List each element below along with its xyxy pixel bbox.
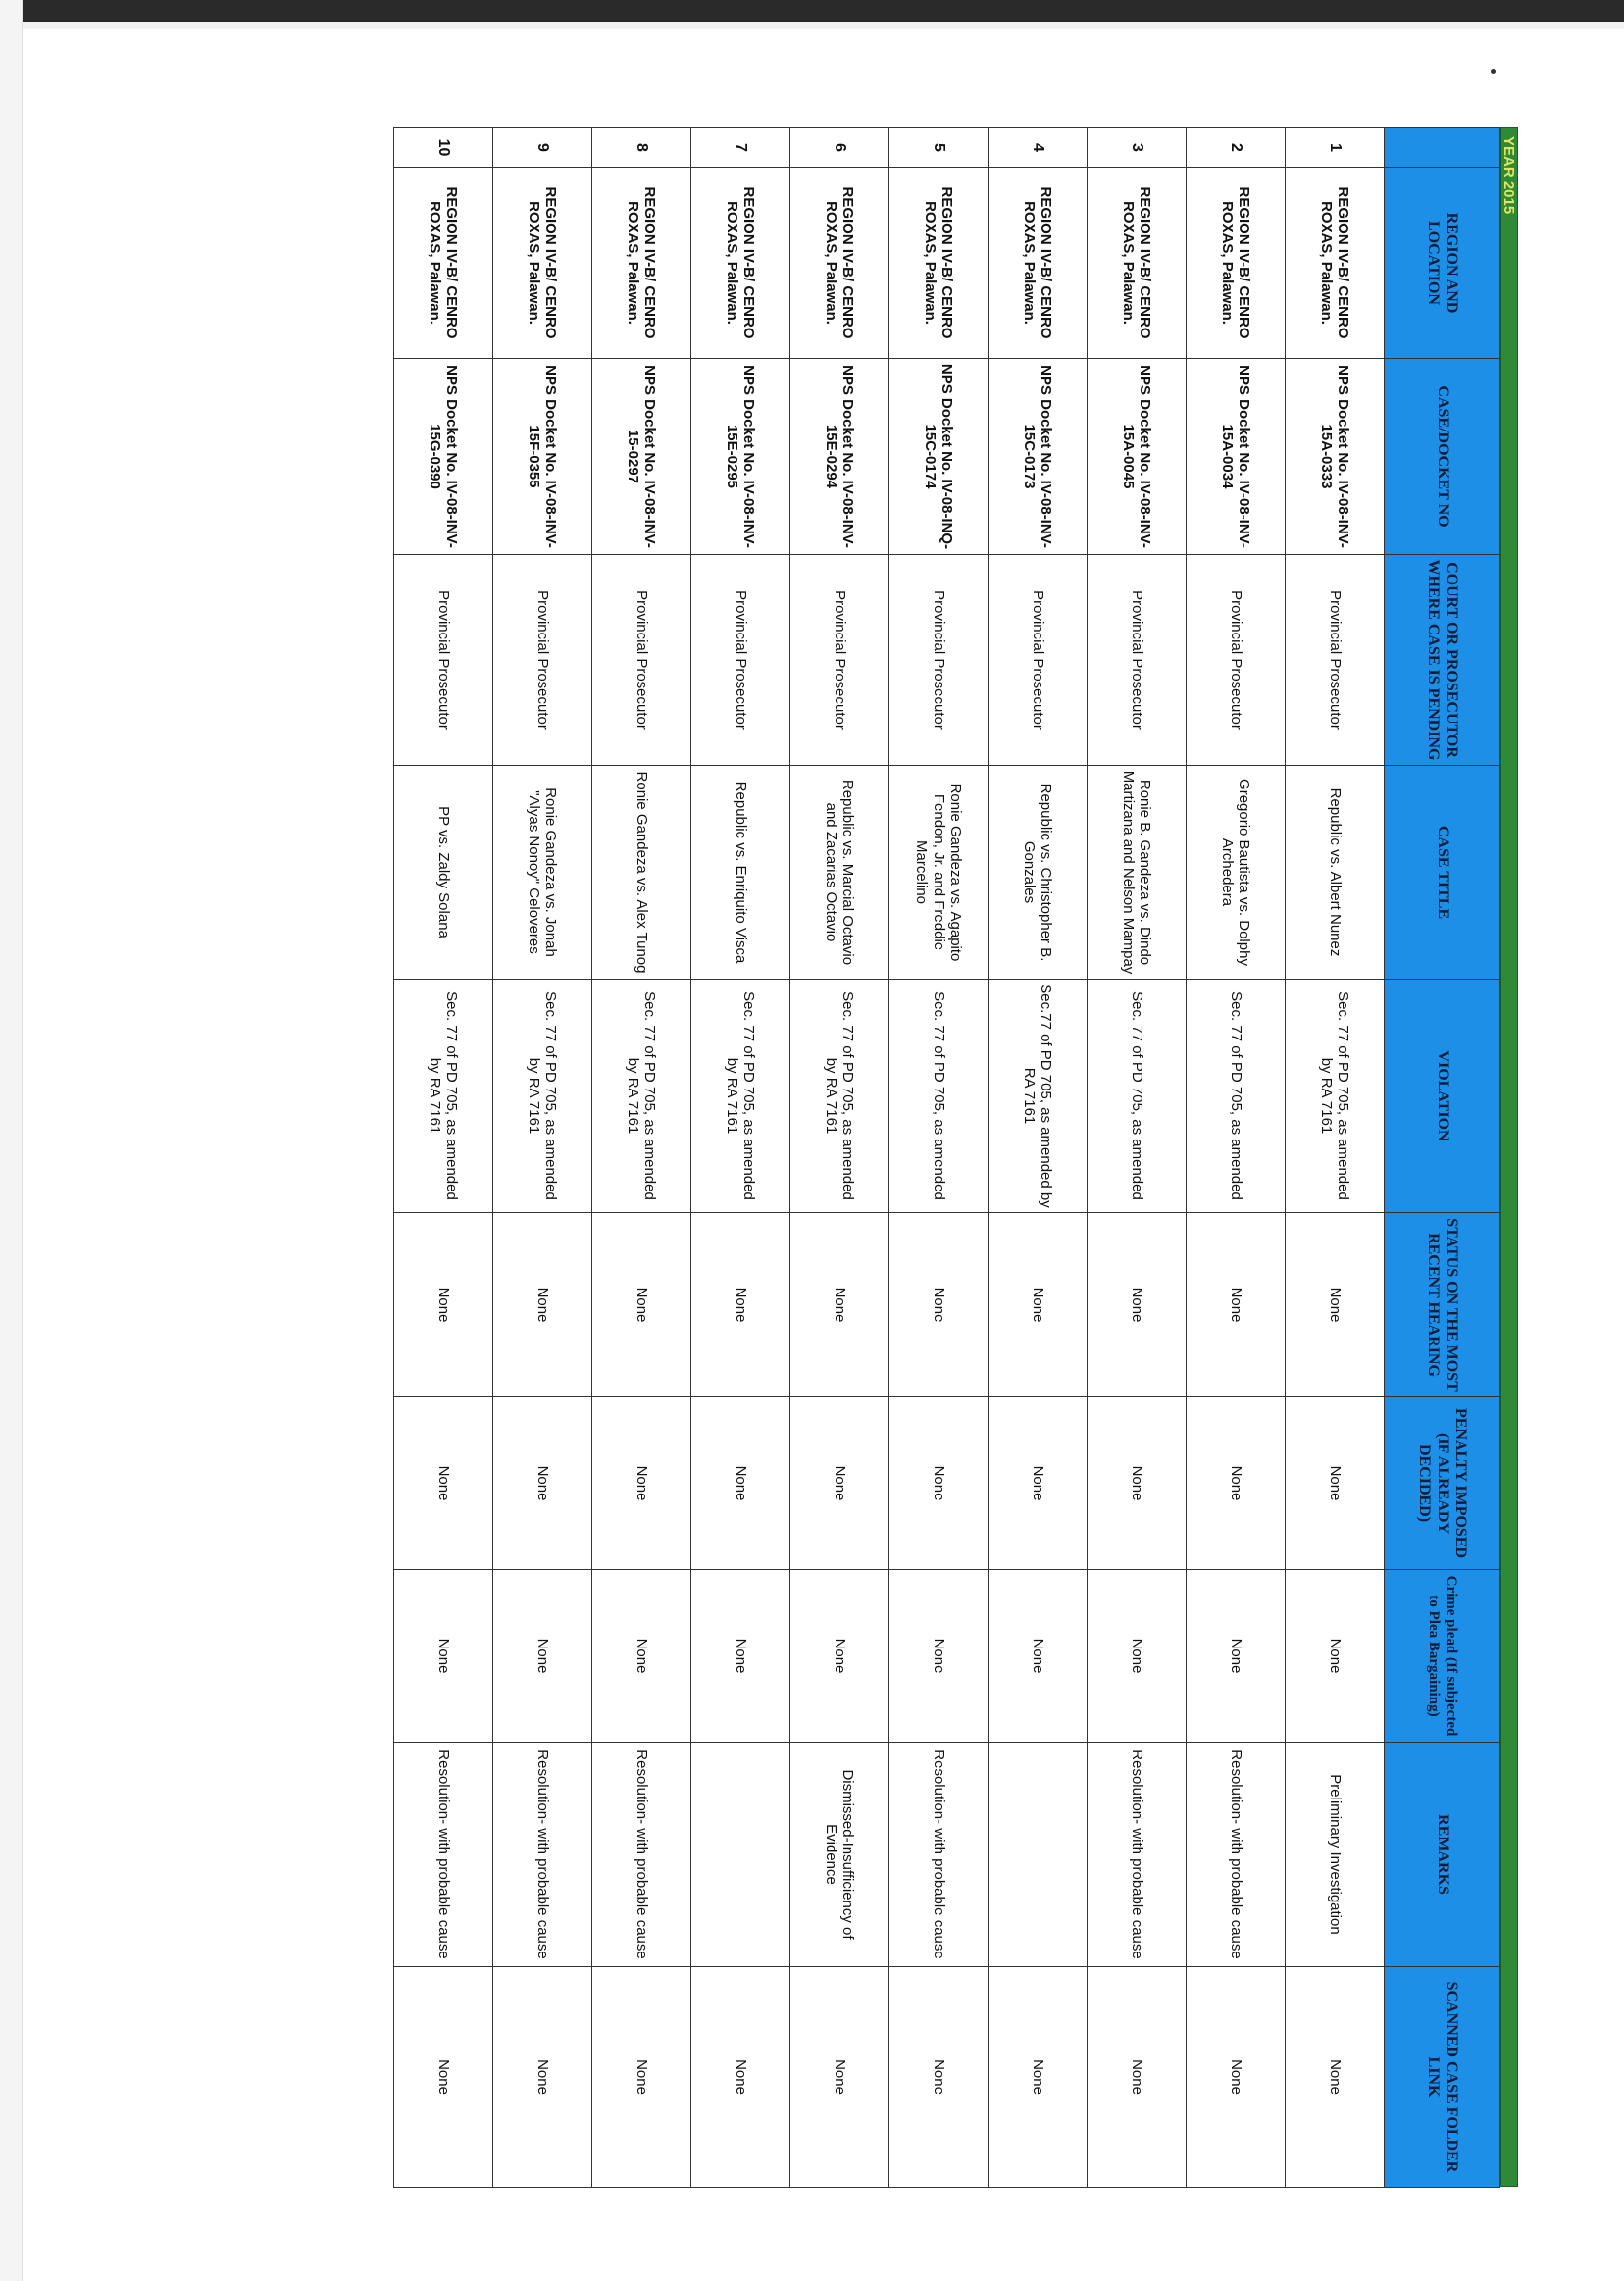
cell-penalty: None <box>1187 1397 1286 1570</box>
cell-link: None <box>592 1967 691 2188</box>
year-bar <box>1500 127 1518 2187</box>
cell-docket: NPS Docket No. IV-08-INV-15A-0045 <box>1088 359 1187 555</box>
cell-number: 4 <box>989 128 1088 168</box>
cell-region: REGION IV-B/ CENRO ROXAS, Palawan. <box>394 168 493 359</box>
cell-docket: NPS Docket No. IV-08-INV-15E-0295 <box>691 359 790 555</box>
cell-court: Provincial Prosecutor <box>592 555 691 766</box>
cell-court: Provincial Prosecutor <box>989 555 1088 766</box>
cell-region: REGION IV-B/ CENRO ROXAS, Palawan. <box>691 168 790 359</box>
cell-status: None <box>1187 1213 1286 1397</box>
cell-penalty: None <box>1088 1397 1187 1570</box>
header-case-title: CASE TITLE <box>1385 766 1500 980</box>
cell-docket: NPS Docket No. IV-08-INV-15-0297 <box>592 359 691 555</box>
cell-remarks <box>691 1743 790 1967</box>
cell-violation: Sec. 77 of PD 705, as amended by RA 7161 <box>493 980 592 1213</box>
cell-region: REGION IV-B/ CENRO ROXAS, Palawan. <box>1187 168 1286 359</box>
cell-number: 8 <box>592 128 691 168</box>
cell-region: REGION IV-B/ CENRO ROXAS, Palawan. <box>493 168 592 359</box>
cell-plea: None <box>493 1570 592 1743</box>
cell-case-title: Ronie Gandeza vs. Agapito Fendon, Jr. and Freddie Marcelino <box>889 766 989 980</box>
cell-status: None <box>790 1213 889 1397</box>
cell-case-title: Ronie B. Gandeza vs. Dindo Martizana and Nelson Mampay <box>1088 766 1187 980</box>
table-row <box>989 128 1088 2188</box>
cell-region: REGION IV-B/ CENRO ROXAS, Palawan. <box>1088 168 1187 359</box>
cell-link: None <box>493 1967 592 2188</box>
cell-number: 1 <box>1286 128 1385 168</box>
cell-case-title: Gregorio Bautista vs. Dolphy Archedera <box>1187 766 1286 980</box>
cell-docket: NPS Docket No. IV-08-INV-15A-0333 <box>1286 359 1385 555</box>
scan-left-edge <box>0 0 23 2281</box>
table-row <box>889 128 989 2188</box>
table-row <box>790 128 889 2188</box>
table-row <box>1088 128 1187 2188</box>
cell-status: None <box>989 1213 1088 1397</box>
table-row <box>493 128 592 2188</box>
cell-region: REGION IV-B/ CENRO ROXAS, Palawan. <box>889 168 989 359</box>
cell-docket: NPS Docket No. IV-08-INV-15C-0173 <box>989 359 1088 555</box>
cell-status: None <box>394 1213 493 1397</box>
table-row <box>592 128 691 2188</box>
cell-plea: None <box>394 1570 493 1743</box>
cell-court: Provincial Prosecutor <box>1187 555 1286 766</box>
header-region: REGION AND LOCATION <box>1385 168 1500 359</box>
cell-remarks: Resolution- with probable cause <box>493 1743 592 1967</box>
cell-link: None <box>989 1967 1088 2188</box>
header-number <box>1385 128 1500 168</box>
scan-top-edge <box>0 0 1624 29</box>
cell-region: REGION IV-B/ CENRO ROXAS, Palawan. <box>592 168 691 359</box>
cell-remarks <box>989 1743 1088 1967</box>
cell-case-title: Ronie Gandeza vs. Alex Tunog <box>592 766 691 980</box>
cell-penalty: None <box>889 1397 989 1570</box>
cell-status: None <box>493 1213 592 1397</box>
header-link: SCANNED CASE FOLDER LINK <box>1385 1967 1500 2188</box>
cell-docket: NPS Docket No. IV-08-INV-15A-0034 <box>1187 359 1286 555</box>
header-status: STATUS ON THE MOST RECENT HEARING <box>1385 1213 1500 1397</box>
cell-court: Provincial Prosecutor <box>1286 555 1385 766</box>
cell-case-title: PP vs. Zaldy Solana <box>394 766 493 980</box>
cell-court: Provincial Prosecutor <box>691 555 790 766</box>
cell-number: 7 <box>691 128 790 168</box>
header-docket: CASE/DOCKET NO <box>1385 359 1500 555</box>
case-document <box>273 127 1518 2187</box>
cell-number: 3 <box>1088 128 1187 168</box>
scan-speck <box>1491 69 1496 74</box>
cell-remarks: Dismissed-Insufficiency of Evidence <box>790 1743 889 1967</box>
cell-violation: Sec. 77 of PD 705, as amended by RA 7161 <box>790 980 889 1213</box>
cell-status: None <box>691 1213 790 1397</box>
year-label: YEAR 2015 <box>1500 136 1517 215</box>
cell-remarks: Resolution- with probable cause <box>592 1743 691 1967</box>
cell-link: None <box>1088 1967 1187 2188</box>
header-violation: VIOLATION <box>1385 980 1500 1213</box>
cell-court: Provincial Prosecutor <box>1088 555 1187 766</box>
cell-case-title: Republic vs. Enriquito Visca <box>691 766 790 980</box>
cell-remarks: Preliminary Investigation <box>1286 1743 1385 1967</box>
cell-violation: Sec. 77 of PD 705, as amended <box>889 980 989 1213</box>
cell-region: REGION IV-B/ CENRO ROXAS, Palawan. <box>1286 168 1385 359</box>
cell-violation: Sec.77 of PD 705, as amended by RA 7161 <box>989 980 1088 1213</box>
table-row <box>1187 128 1286 2188</box>
cell-violation: Sec. 77 of PD 705, as amended by RA 7161 <box>1286 980 1385 1213</box>
cell-link: None <box>889 1967 989 2188</box>
header-penalty: PENALTY IMPOSED (IF ALREADY DECIDED) <box>1385 1397 1500 1570</box>
header-court: COURT OR PROSECUTOR WHERE CASE IS PENDING <box>1385 555 1500 766</box>
cell-status: None <box>889 1213 989 1397</box>
cell-link: None <box>790 1967 889 2188</box>
cell-violation: Sec. 77 of PD 705, as amended by RA 7161 <box>691 980 790 1213</box>
cell-remarks: Resolution- with probable cause <box>889 1743 989 1967</box>
cell-region: REGION IV-B/ CENRO ROXAS, Palawan. <box>989 168 1088 359</box>
cell-case-title: Republic vs. Marcial Octavio and Zacarias Octavio <box>790 766 889 980</box>
cell-penalty: None <box>493 1397 592 1570</box>
cell-case-title: Republic vs. Christopher B. Gonzales <box>989 766 1088 980</box>
cell-docket: NPS Docket No. IV-08-INQ-15C-0174 <box>889 359 989 555</box>
cell-court: Provincial Prosecutor <box>394 555 493 766</box>
cell-penalty: None <box>394 1397 493 1570</box>
cell-remarks: Resolution- with probable cause <box>394 1743 493 1967</box>
cell-status: None <box>1088 1213 1187 1397</box>
cell-number: 6 <box>790 128 889 168</box>
cell-plea: None <box>1286 1570 1385 1743</box>
cell-remarks: Resolution- with probable cause <box>1088 1743 1187 1967</box>
cell-violation: Sec. 77 of PD 705, as amended <box>1187 980 1286 1213</box>
cell-penalty: None <box>1286 1397 1385 1570</box>
cell-number: 10 <box>394 128 493 168</box>
cell-status: None <box>1286 1213 1385 1397</box>
cell-docket: NPS Docket No. IV-08-INV-15F-0355 <box>493 359 592 555</box>
cell-violation: Sec. 77 of PD 705, as amended <box>1088 980 1187 1213</box>
cell-link: None <box>394 1967 493 2188</box>
cell-link: None <box>1286 1967 1385 2188</box>
cell-penalty: None <box>790 1397 889 1570</box>
cell-plea: None <box>1088 1570 1187 1743</box>
cell-number: 2 <box>1187 128 1286 168</box>
table-header <box>1385 128 1500 2188</box>
table-body <box>394 128 1385 2188</box>
cell-violation: Sec. 77 of PD 705, as amended by RA 7161 <box>394 980 493 1213</box>
cell-plea: None <box>989 1570 1088 1743</box>
cell-status: None <box>592 1213 691 1397</box>
cell-remarks: Resolution- with probable cause <box>1187 1743 1286 1967</box>
header-plea: Crime plead (If subjected to Plea Bargaining) <box>1385 1570 1500 1743</box>
cell-court: Provincial Prosecutor <box>889 555 989 766</box>
cell-link: None <box>691 1967 790 2188</box>
cell-plea: None <box>1187 1570 1286 1743</box>
cell-case-title: Republic vs. Albert Nunez <box>1286 766 1385 980</box>
cell-plea: None <box>691 1570 790 1743</box>
cell-plea: None <box>592 1570 691 1743</box>
table-row <box>1286 128 1385 2188</box>
header-remarks: REMARKS <box>1385 1743 1500 1967</box>
cell-region: REGION IV-B/ CENRO ROXAS, Palawan. <box>790 168 889 359</box>
cell-plea: None <box>889 1570 989 1743</box>
cell-penalty: None <box>691 1397 790 1570</box>
table-row <box>691 128 790 2188</box>
case-table <box>393 127 1500 2188</box>
cell-docket: NPS Docket No. IV-08-INV-15G-0390 <box>394 359 493 555</box>
cell-court: Provincial Prosecutor <box>493 555 592 766</box>
table-row <box>394 128 493 2188</box>
cell-violation: Sec. 77 of PD 705, as amended by RA 7161 <box>592 980 691 1213</box>
header-row <box>1385 128 1500 2188</box>
cell-penalty: None <box>989 1397 1088 1570</box>
cell-docket: NPS Docket No. IV-08-INV-15E-0294 <box>790 359 889 555</box>
cell-court: Provincial Prosecutor <box>790 555 889 766</box>
cell-number: 5 <box>889 128 989 168</box>
cell-plea: None <box>790 1570 889 1743</box>
cell-case-title: Ronie Gandeza vs. Jonah "Alyas Nonoy" Celoveres <box>493 766 592 980</box>
cell-number: 9 <box>493 128 592 168</box>
cell-penalty: None <box>592 1397 691 1570</box>
cell-link: None <box>1187 1967 1286 2188</box>
